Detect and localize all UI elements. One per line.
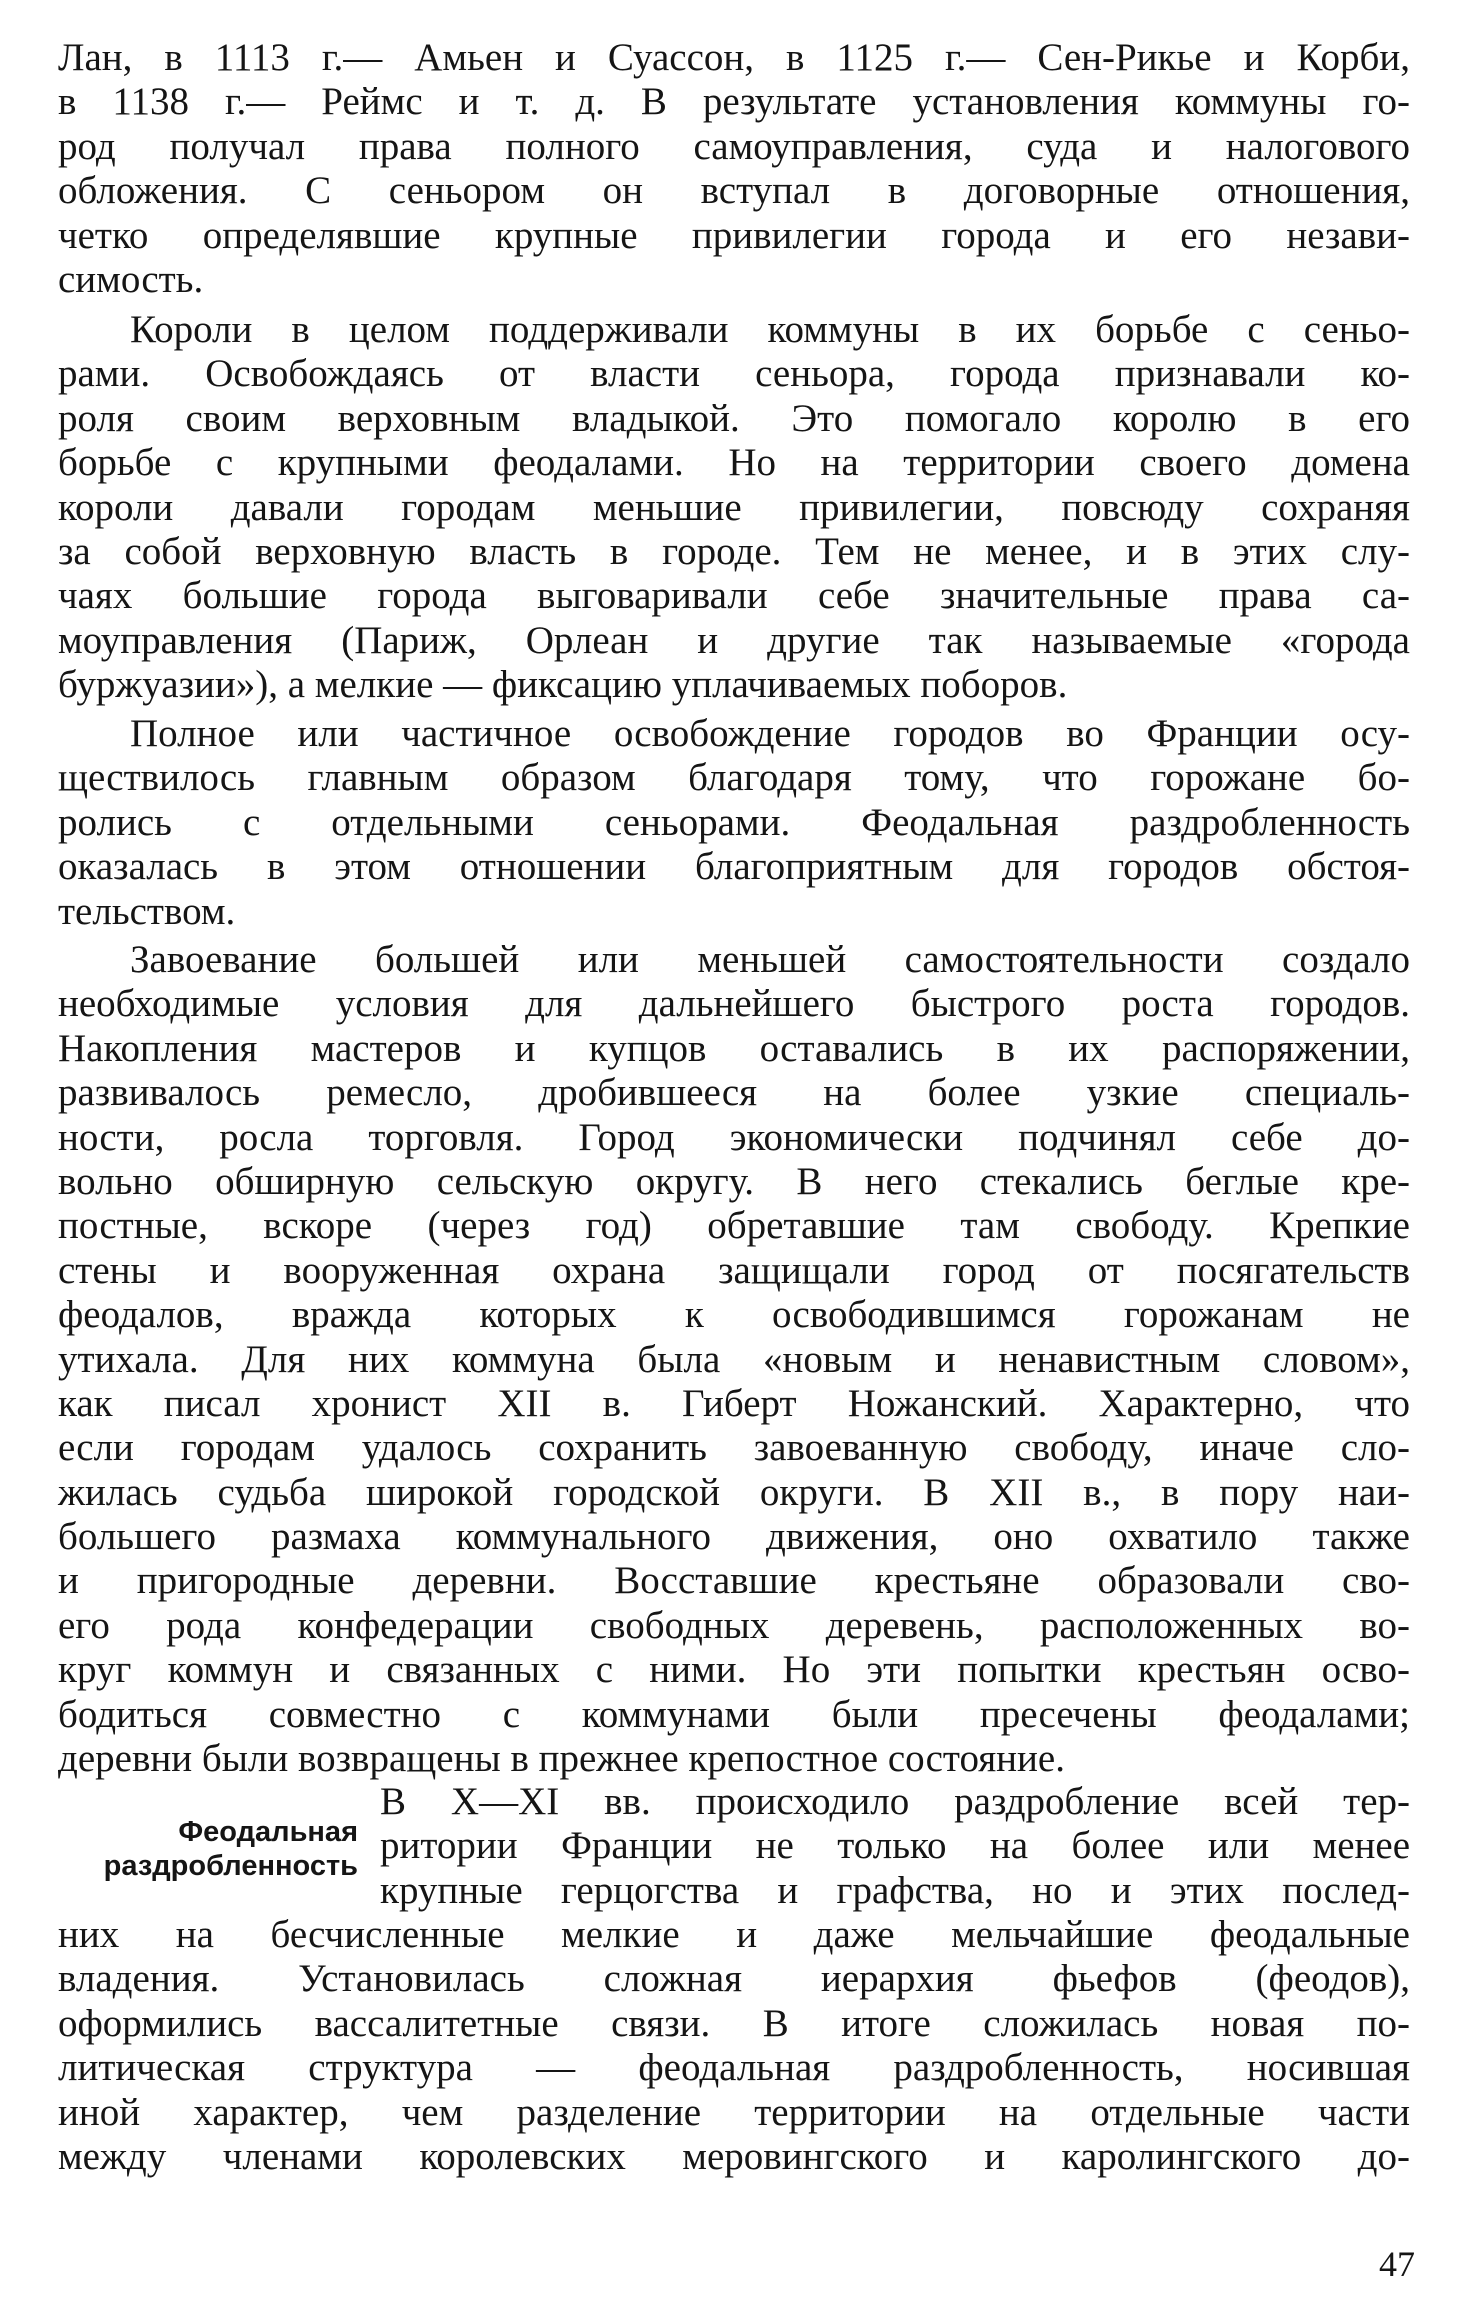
text-line: иной характер, чем разделение территории на отдельные части (58, 2090, 1410, 2134)
text-line: крупные герцогства и графства, но и этих послед- (380, 1868, 1410, 1912)
text-line: моуправления (Париж, Орлеан и другие так называемые «города (58, 618, 1410, 662)
text-line: утихала. Для них коммуна была «новым и ненавистным словом», (58, 1337, 1410, 1381)
sidenote-line: Феодальная (178, 1816, 358, 1848)
text-line: Завоевание большей или меньшей самостоятельности создало (130, 938, 1410, 981)
text-line: ритории Франции не только на более или менее (380, 1824, 1410, 1868)
text-line: оказалась в этом отношении благоприятным для городов обстоя- (58, 845, 1410, 889)
text-line: буржуазии»), а мелкие — фиксацию уплачиваемых поборов. (58, 663, 1068, 707)
text-line: ности, росла торговля. Город экономически подчинял себе до- (58, 1115, 1410, 1159)
text-line: бодиться совместно с коммунами были пресечены феодалами; (58, 1692, 1410, 1736)
text-line: постные, вскоре (через год) обретавшие там свободу. Крепкие (58, 1204, 1410, 1248)
text-line: чаях большие города выговаривали себе значительные права са- (58, 574, 1410, 618)
paragraph-3 (58, 712, 1410, 934)
text-line: Короли в целом поддерживали коммуны в их борьбе с сеньо- (130, 308, 1410, 351)
section-wrapped-text (380, 1780, 1410, 1913)
paragraph-1 (58, 36, 1410, 302)
text-line: ролись с отдельными сеньорами. Феодальная раздробленность (58, 800, 1410, 844)
text-line: как писал хронист XII в. Гиберт Ножанский. Характерно, что (58, 1381, 1410, 1425)
text-line: необходимые условия для дальнейшего быстрого роста городов. (58, 982, 1410, 1026)
text-line: стены и вооруженная охрана защищали город от посягательств (58, 1248, 1410, 1292)
text-line: большего размаха коммунального движения, оно охватило также (58, 1515, 1410, 1559)
text-line: короли давали городам меньшие привилегии, повсюду сохраняя (58, 485, 1410, 529)
text-line: в 1138 г.— Реймс и т. д. В результате установления коммуны го- (58, 80, 1410, 124)
text-line: владения. Установилась сложная иерархия фьефов (феодов), (58, 1957, 1410, 2001)
text-line: обложения. С сеньором он вступал в договорные отношения, (58, 169, 1410, 213)
text-line: четко определявшие крупные привилегии города и его незави- (58, 213, 1410, 257)
text-line: деревни были возвращены в прежнее крепостное состояние. (58, 1737, 1065, 1781)
text-line: феодалов, вражда которых к освободившимся горожанам не (58, 1293, 1410, 1337)
text-line: жилась судьба широкой городской округи. В XII в., в пору наи- (58, 1470, 1410, 1514)
text-line: тельством. (58, 889, 236, 933)
text-line: и пригородные деревни. Восставшие крестьяне образовали сво- (58, 1559, 1410, 1603)
text-line: Полное или частичное освобождение городов во Франции осу- (130, 712, 1410, 755)
text-line: них на бесчисленные мелкие и даже мельчайшие феодальные (58, 1913, 1410, 1956)
text-line: В X—XI вв. происходило раздробление всей тер- (380, 1780, 1410, 1823)
text-line: симость. (58, 257, 204, 301)
text-line: вольно обширную сельскую округу. В него стекались беглые кре- (58, 1159, 1410, 1203)
text-line: его рода конфедерации свободных деревень, расположенных во- (58, 1603, 1410, 1647)
sidenote-line: раздробленность (103, 1850, 358, 1882)
paragraph-2 (58, 308, 1410, 708)
text-line: между членами королевских меровингского и каролингского до- (58, 2134, 1410, 2178)
text-line: рами. Освобождаясь от власти сеньора, города признавали ко- (58, 352, 1410, 396)
text-line: род получал права полного самоуправления, суда и налогового (58, 124, 1410, 168)
section-sidenote (58, 1815, 358, 1883)
text-line: роля своим верховным владыкой. Это помогало королю в его (58, 396, 1410, 440)
text-line: оформились вассалитетные связи. В итоге сложилась новая по- (58, 2001, 1410, 2045)
text-line: круг коммун и связанных с ними. Но эти попытки крестьян осво- (58, 1648, 1410, 1692)
text-line: ществилось главным образом благодаря тому, что горожане бо- (58, 756, 1410, 800)
paragraph-4 (58, 938, 1410, 1781)
text-line: развивалось ремесло, дробившееся на более узкие специаль- (58, 1071, 1410, 1115)
page-number: 47 (1379, 2244, 1415, 2284)
text-line: литическая структура — феодальная раздробленность, носившая (58, 2046, 1410, 2090)
text-line: борьбе с крупными феодалами. Но на территории своего домена (58, 441, 1410, 485)
text-line: Лан, в 1113 г.— Амьен и Суассон, в 1125 г.— Сен-Рикье и Корби, (58, 36, 1410, 79)
section-full-text (58, 1913, 1410, 2179)
text-line: Накопления мастеров и купцов оставались в их распоряжении, (58, 1026, 1410, 1070)
text-line: если городам удалось сохранить завоеванную свободу, иначе сло- (58, 1426, 1410, 1470)
text-line: за собой верховную власть в городе. Тем не менее, и в этих слу- (58, 529, 1410, 573)
